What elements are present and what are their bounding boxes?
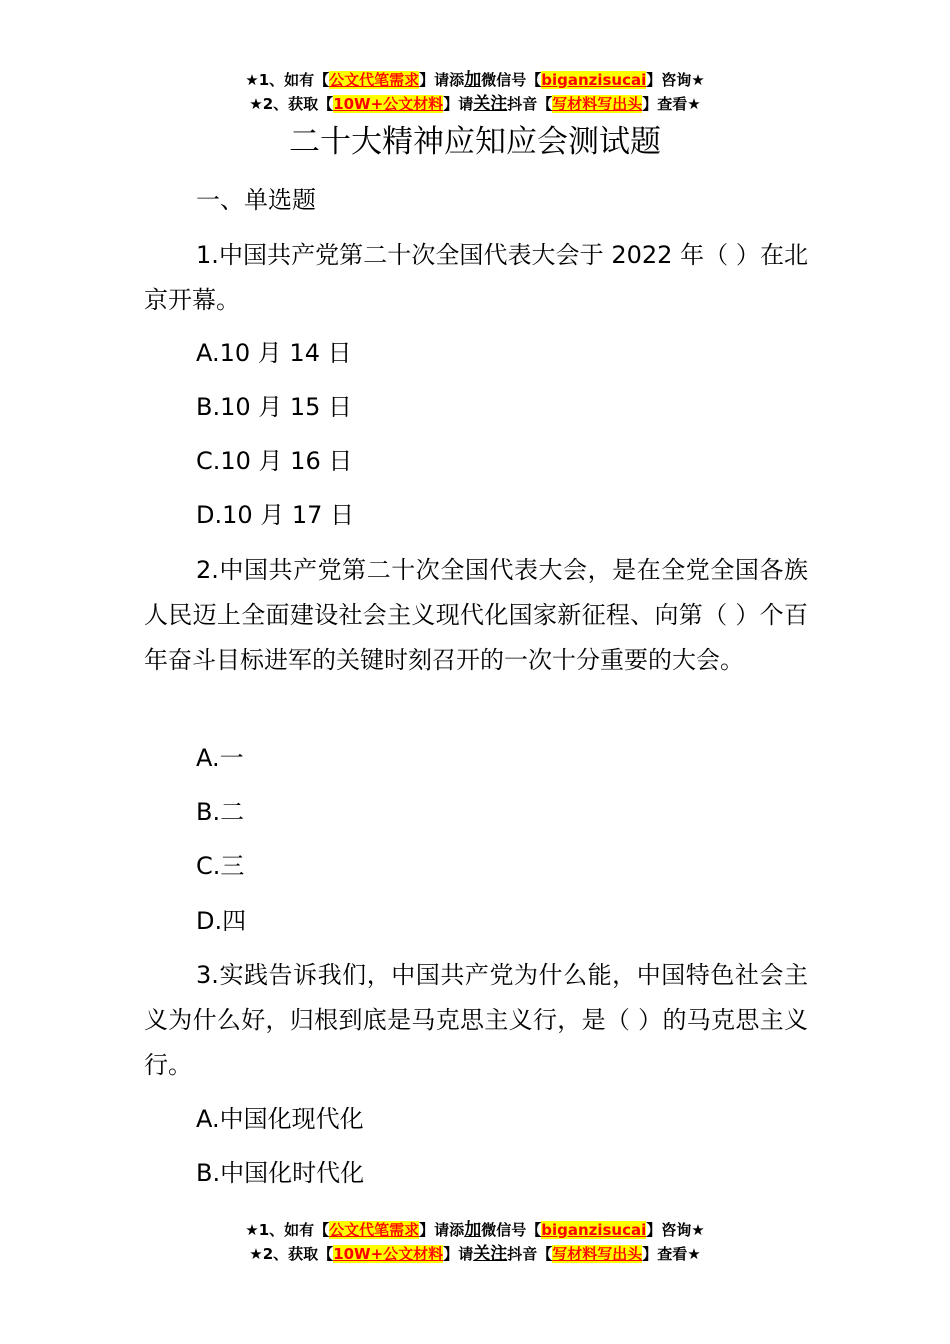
question-1: 1.中国共产党第二十次全国代表大会于 2022 年（ ）在北京开幕。 — [144, 241, 808, 314]
banner-underlined-text: 关注 — [473, 94, 508, 114]
option: C.10 月 16 日 — [196, 447, 353, 475]
section-heading: 一、单选题 — [196, 186, 316, 214]
option: A.中国化现代化 — [196, 1105, 364, 1133]
option: C.三 — [196, 852, 245, 880]
banner-highlight: biganzisucai — [541, 1221, 647, 1239]
banner-highlight: biganzisucai — [541, 71, 647, 89]
banner-text: 】请 — [443, 1245, 474, 1263]
banner-underlined-text: 加 — [464, 70, 482, 90]
banner-text: 】查看★ — [642, 1245, 701, 1263]
banner-text: ★2、获取【 — [249, 95, 334, 113]
option: B.10 月 15 日 — [196, 393, 353, 421]
banner-text: 】查看★ — [642, 95, 701, 113]
footer-banner — [0, 1218, 950, 1266]
banner-line-2 — [0, 1242, 950, 1266]
option: D.四 — [196, 907, 247, 935]
banner-text: 】请添 — [419, 1221, 465, 1239]
banner-text: 抖音【 — [507, 1245, 553, 1263]
banner-underlined-text: 加 — [464, 1220, 482, 1240]
banner-highlight: 10W+公文材料 — [333, 1245, 444, 1263]
banner-text: 微信号【 — [481, 1221, 542, 1239]
banner-text: 微信号【 — [481, 71, 542, 89]
document-title: 二十大精神应知应会测试题 — [289, 124, 661, 160]
banner-text: 】咨询★ — [646, 1221, 705, 1239]
banner-text: ★2、获取【 — [249, 1245, 334, 1263]
banner-text: ★1、如有【 — [245, 71, 330, 89]
banner-highlight: 10W+公文材料 — [333, 95, 444, 113]
question-3: 3.实践告诉我们，中国共产党为什么能，中国特色社会主义为什么好，归根到底是马克思主义行，是（ ）的马克思主义行。 — [144, 961, 808, 1079]
banner-text: 】咨询★ — [646, 71, 705, 89]
banner-highlight: 写材料写出头 — [552, 1245, 643, 1263]
banner-text: 抖音【 — [507, 95, 553, 113]
option: B.二 — [196, 798, 245, 826]
banner-highlight: 写材料写出头 — [552, 95, 643, 113]
banner-line-1 — [0, 1218, 950, 1242]
banner-text: ★1、如有【 — [245, 1221, 330, 1239]
header-banner — [0, 68, 950, 116]
banner-line-2 — [0, 92, 950, 116]
banner-text: 】请 — [443, 95, 474, 113]
banner-line-1 — [0, 68, 950, 92]
question-2: 2.中国共产党第二十次全国代表大会，是在全党全国各族人民迈上全面建设社会主义现代化国家新征程、向第（ ）个百年奋斗目标进军的关键时刻召开的一次十分重要的大会。 — [144, 556, 808, 674]
banner-text: 】请添 — [419, 71, 465, 89]
banner-underlined-text: 关注 — [473, 1244, 508, 1264]
option: D.10 月 17 日 — [196, 501, 355, 529]
banner-highlight: 公文代笔需求 — [329, 1221, 420, 1239]
option: A.10 月 14 日 — [196, 339, 352, 367]
option: B.中国化时代化 — [196, 1159, 365, 1187]
banner-highlight: 公文代笔需求 — [329, 71, 420, 89]
option: A.一 — [196, 744, 244, 772]
